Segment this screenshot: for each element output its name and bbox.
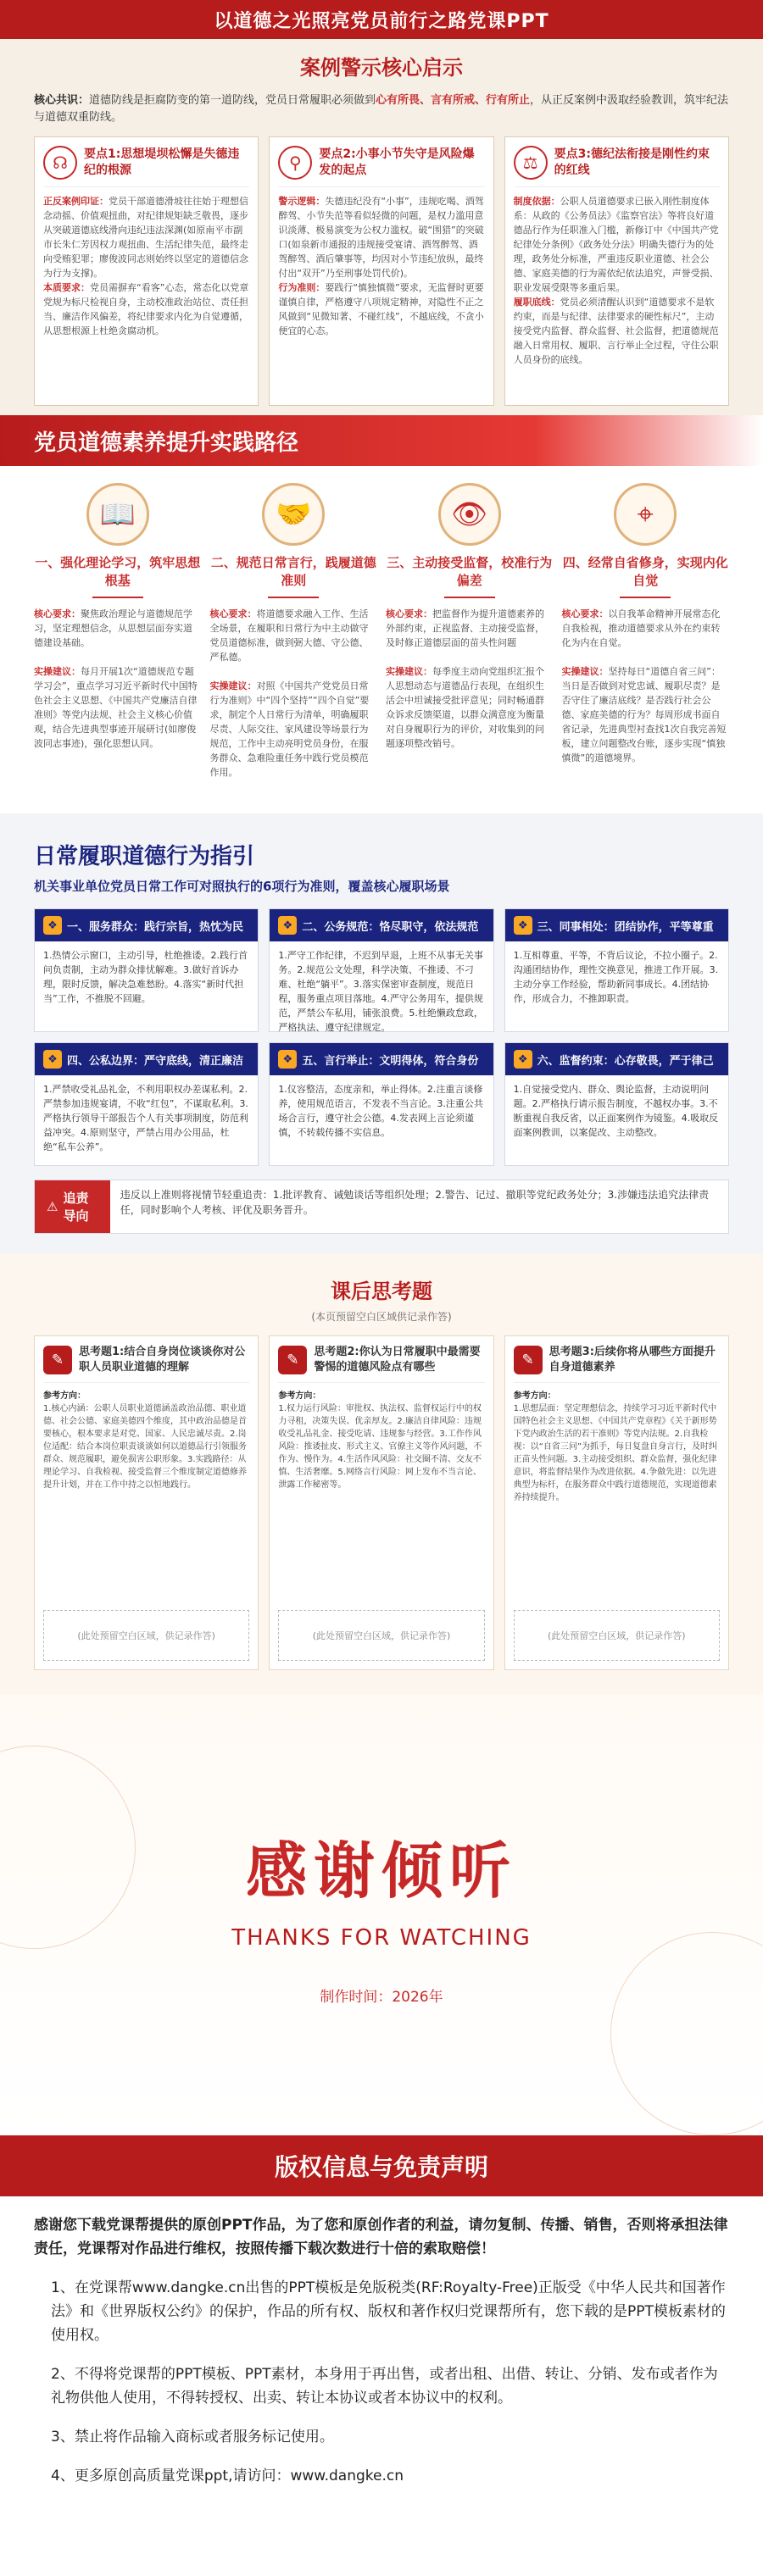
key-point-title: 要点1:思想堤坝松懈是失德违纪的根源: [84, 147, 240, 177]
guide-card-body: 1.自觉接受党内、群众、舆论监督，主动说明问题。2.严格执行请示报告制度，不越权办事。3.不断重视自我反省，以正面案例作为镜鉴。4.吸取反面案例教训，以案促改、主动整改。: [513, 1084, 719, 1138]
question-title: 思考题1:结合自身岗位谈谈你对公职人员职业道德的理解: [79, 1346, 246, 1374]
text: 党员需摒弃“看客”心态，常态化以党章党规为标尺检视自身，主动校准政治站位、责任担当、廉洁作风偏差，将纪律要求内化为自觉遵循，从思想根源上杜绝贪腐动机。: [43, 282, 249, 336]
text: 坚持每日“道德自省三问”：当日是否做到对党忠诚、履职尽责？是否守住了廉洁底线？是否践行社会公德、家庭美德的行为？每周形成书面自省记录，先进典型衬查找1次自我完善短板，建立问题整改台账，逐步实现“慎独慎微”的道德境界。: [561, 666, 727, 763]
reflection-subtitle: (本页预留空白区域供记录作答): [311, 1311, 452, 1323]
document-icon: ❖: [278, 916, 297, 935]
reflection-questions: [34, 1335, 729, 1670]
core-highlight: 心有所畏、言有所戒、行有所止: [376, 94, 531, 107]
guide-card-head: [270, 909, 493, 941]
guide-card: [269, 908, 493, 1032]
key-point-card: [269, 136, 493, 406]
label: 核心要求：: [209, 608, 257, 619]
label: 参考方向：: [513, 1391, 556, 1401]
practice-column-text: [34, 607, 202, 751]
reflection-section: [0, 1254, 763, 1695]
practice-column-text: [210, 607, 378, 780]
guide-intro: 机关事业单位党员日常工作可对照执行的6项行为准则，覆盖核心履职场景: [34, 879, 450, 894]
text: 1.核心内涵：公职人员职业道德涵盖政治品德、职业道德、社会公德、家庭美德四个维度，其中政治品德是首要核心，根本要求是对党、国家、人民忠诚尽责。2.岗位适配：结合本岗位职责谈谈如何以道德品行引领服务群众、规范履职，避免损害公职形象。3.实践路径：从理论学习、自我检视、接受监督三个维度制定道德修养提升计划，并在工作中持之以恒地践行。: [43, 1404, 247, 1490]
thanks-section: [0, 1695, 763, 2135]
key-point-head: [278, 146, 484, 187]
copyright-banner: [0, 2135, 763, 2196]
practice-column-title: 三、主动接受监督，校准行为偏差: [387, 555, 553, 588]
label: 实操建议：: [34, 666, 81, 677]
conduct-guide-section: [0, 813, 763, 1254]
answer-area[interactable]: (此处预留空白区域，供记录作答): [278, 1610, 484, 1661]
guide-card-title: 五、言行举止：文明得体，符合身份: [302, 1054, 479, 1068]
text: 每季度主动向党组织汇报个人思想动态与道德品行表现，在组织生活会中坦诚接受批评意见；同时畅通群众诉求反馈渠道，以群众满意度为衡量对自身履职行为的评价，对收集到的问题逐项整改销号。: [386, 666, 544, 749]
guide-card-title: 四、公私边界：严守底线，清正廉洁: [67, 1054, 244, 1068]
text: 对照《中国共产党党员日常行为准则》中“四个坚持”“四个自觉”要求，制定个人日常行为清单，明确履职尽责、人际交往、家风建设等场景行为规范，工作中主动亮明党员身份，在服务群众、急难险重任务中践行党员模范作用。: [209, 680, 370, 778]
key-point-body: [514, 194, 720, 367]
guide-grid: [34, 908, 729, 1166]
question-body: [514, 1390, 720, 1610]
copyright-link[interactable]: 4、更多原创高质量党课ppt,请访问：www.dangke.cn: [51, 2468, 404, 2484]
book-icon: ❖: [278, 1050, 297, 1069]
core-consensus: [34, 92, 729, 126]
shield-icon: ❖: [514, 1050, 532, 1069]
guide-card-body: 1.互相尊重、平等，不背后议论，不拉小圈子。2.沟通团结协作，理性交换意见，推进工作开展。3.主动分享工作经验，帮助新同事成长。4.团结协作，形成合力，不推卸职责。: [513, 950, 719, 1004]
key-point-body: [43, 194, 249, 338]
section-title: 案例警示核心启示: [300, 56, 463, 80]
thought-icon: ✎: [43, 1346, 72, 1374]
key-point-body: [278, 194, 484, 338]
magnifier-icon: ⚲: [278, 146, 312, 180]
question-body: [278, 1390, 484, 1610]
label: 实操建议：: [209, 680, 257, 691]
copyright-section: [0, 2135, 763, 2576]
guide-card-title: 二、公务规范：恪尽职守，依法规范: [302, 920, 479, 934]
guide-card-head: [270, 1043, 493, 1075]
guide-title: 日常履职道德行为指引: [34, 844, 255, 869]
accountability-text: 违反以上准则将视情节轻重追责：1.批评教育、诫勉谈话等组织处理；2.警告、记过、撤职等党纪政务处分；3.涉嫌违法追究法律责任，同时影响个人考核、评优及职务晋升。: [120, 1189, 710, 1216]
copyright-title: 版权信息与免责声明: [274, 2153, 488, 2181]
label: 履职底线：: [513, 297, 560, 308]
decorative-circle: [610, 1932, 763, 2135]
scales-icon: ⚖: [514, 146, 548, 180]
guide-card: [34, 1042, 259, 1166]
divider: [620, 597, 671, 598]
key-point-card: [34, 136, 259, 406]
key-point-card: [504, 136, 729, 406]
label: 实操建议：: [561, 666, 609, 677]
guide-card-body: 1.热情公示窗口，主动引导，杜绝推诿。2.践行首问负责制，主动为群众排忧解难。3.做好首诉办理，限时反馈，解决急难愁盼。4.落实“新时代担当”工作，不推脱不回避。: [43, 950, 248, 1004]
accountability-bar: [34, 1180, 729, 1234]
guide-card-title: 六、监督约束：心存敬畏，严于律己: [537, 1054, 714, 1068]
text: 1.权力运行风险：审批权、执法权、监督权运行中的权力寻租，决策失误、优亲厚友。2.廉洁自律风险：违规收受礼品礼金、接受吃请、违规参与经营。3.工作作风风险：推诿扯皮、形式主义、官僚主义等作风问题，不作为、慢作为。4.生活作风风险：社交圈不清、交友不慎、生活奢靡。5.网络言行风险：网上发布不当言论、泄露工作秘密等。: [278, 1404, 482, 1490]
guide-card: [269, 1042, 493, 1166]
text: 党员干部道德滑坡往往始于理想信念动摇、价值观扭曲，对纪律规矩缺乏敬畏，逐步从突破道德底线滑向违纪违法深渊(如原南平市副市长朱仁芳因权力观扭曲、生活纪律失范，最终走向受贿犯罪；廖俊波同志则始终以坚定的道德信念为行为支撑)。: [43, 196, 248, 279]
practice-columns: [34, 483, 729, 780]
practice-column-title: 一、强化理论学习，筑牢思想根基: [35, 555, 201, 588]
brain-icon: ☊: [43, 146, 77, 180]
guide-card-head: [35, 909, 258, 941]
practice-column: [386, 483, 554, 780]
question-head: [278, 1345, 484, 1383]
divider: [92, 597, 143, 598]
answer-area[interactable]: (此处预留空白区域，供记录作答): [514, 1610, 720, 1661]
guide-card: [34, 908, 259, 1032]
label: 实操建议：: [386, 666, 432, 677]
label: 核心要求：: [34, 608, 81, 619]
core-text-b: ，从正反案例中汲取经验教训，筑牢纪法与道德双重防线。: [34, 94, 729, 124]
lightbulb-icon: ✎: [278, 1346, 307, 1374]
practice-column: [34, 483, 202, 780]
guide-card-head: [35, 1043, 258, 1075]
key-point-title: 要点3:德纪法衔接是刚性约束的红线: [554, 147, 710, 177]
text: 聚焦政治理论与道德规范学习，坚定理想信念，从思想层面夯实道德建设基础。: [34, 608, 192, 648]
practice-column-title: 二、规范日常言行，践履道德准则: [210, 555, 376, 588]
practice-path-section: [0, 415, 763, 813]
label: 核心要求：: [386, 608, 432, 619]
text: 每月开展1次“道德规范专题学习会”，重点学习习近平新时代中国特色社会主义思想、《中国共产党廉洁自律准则》等党内法规、社会主义核心价值观，结合先进典型事迹开展研讨(如廖俊波同志事迹)，强化思想认同。: [34, 666, 198, 749]
text: 要践行“慎独慎微”要求，无监督时更要谨慎自律，严格遵守八项规定精神，对隐性不正之风做到“见微知著、不碰红线”，不越底线，不贪小便宜的心态。: [278, 282, 484, 336]
text: 公职人员道德要求已嵌入刚性制度体系：从政的《公务员法》《监察官法》等将良好道德品行作为任职准入门槛，新修订中《中国共产党纪律处分条例》《政务处分法》明确失德行为的处理，政务处分标准，严重违反职业道德、社会公德、家庭美德的行为需依纪依法追究，声誉受损、职业发展受限等多重后果。: [513, 196, 719, 293]
text: 1.思想层面：坚定理想信念，持续学习习近平新时代中国特色社会主义思想、《中国共产党章程》《关于新形势下党内政治生活的若干准则》等党内法规。2.自我检视：以“自省三问”为抓手，每日复盘自身言行，及时纠正苗头性问题。3.主动接受组织、群众监督，强化纪律意识，将监督结果作为改进依据。4.争做先进：以先进典型为标杆，在服务群众中践行道德规范，实现道德素养持续提升。: [513, 1404, 718, 1502]
handshake-icon: 🤝: [262, 483, 325, 546]
case-warning-section: [0, 0, 763, 415]
accountability-label: 追责导向: [63, 1191, 89, 1224]
people-icon: ❖: [514, 916, 532, 935]
text: 以自我革命精神开展常态化自我检视，推动道德要求从外在约束转化为内在自觉。: [561, 608, 721, 648]
core-label: 核心共识：: [34, 94, 90, 107]
guide-card-body: 1.严禁收受礼品礼金，不利用职权办差谋私利。2.严禁参加违规宴请，不收“红包”，不谋取私利。3.严格执行领导干部报告个人有关事项制度，防范利益冲突。4.原则坚守，严禁占用办公用品，杜绝“私车公养”。: [43, 1084, 248, 1152]
practice-column-title: 四、经常自省修身，实现内化自觉: [562, 555, 728, 588]
practice-column-text: [562, 607, 730, 765]
production-time: 制作时间：2026年: [320, 1989, 443, 2006]
key-point-head: [514, 146, 720, 187]
label: 警示逻辑：: [278, 196, 326, 207]
guide-card-head: [505, 1043, 728, 1075]
guide-card-body: 1.仪容整洁，态度亲和，举止得体。2.注重言谈修养，使用规范语言，不发表不当言论。3.注重公共场合言行，遵守社会公德。4.发表网上言论须谨慎，不转载传播不实信息。: [278, 1084, 483, 1138]
divider: [268, 597, 319, 598]
question-head: [43, 1345, 249, 1383]
label: 制度依据：: [513, 196, 560, 207]
question-card: [504, 1335, 729, 1670]
label: 本质要求：: [43, 282, 90, 293]
label: 正反案例印证：: [43, 196, 109, 207]
practice-column: [562, 483, 730, 780]
copyright-lead: 感谢您下载党课帮提供的原创PPT作品，为了您和原创作者的利益，请勿复制、传播、销售，否则将承担法律责任，党课帮对作品进行维权，按照传播下载次数进行十倍的索取赔偿！: [34, 2217, 728, 2257]
guide-card-head: [505, 909, 728, 941]
core-text-a: 道德防线是拒腐防变的第一道防线，党员日常履职必须做到: [89, 94, 376, 107]
question-body: [43, 1390, 249, 1610]
guide-card-body: 1.严守工作纪律，不迟到早退，上班不从事无关事务。2.规范公文处理，科学决策、不推诿、不刁难、杜绝“躺平”。3.落实保密审查制度，规范日程，服务重点项目落地。4.严守公务用车，提供规范，严禁公车私用，铺张浪费。5.杜绝懒政怠政，严格执法、遵守纪律规定。: [278, 950, 483, 1033]
eye-icon: 👁: [438, 483, 501, 546]
question-title: 思考题3:后续你将从哪些方面提升自身道德素养: [549, 1346, 716, 1374]
thanks-english: THANKS FOR WATCHING: [231, 1925, 532, 1951]
guide-card-title: 三、同事相处：团结协作，平等尊重: [537, 920, 714, 934]
copyright-item: 2、不得将党课帮的PPT模板、PPT素材，本身用于再出售，或者出租、出借、转让、分销、发布或者作为礼物供他人使用，不得转授权、出卖、转让本协议或者本协议中的权利。: [51, 2366, 718, 2407]
mirror-icon: ⌖: [614, 483, 677, 546]
key-point-title: 要点2:小事小节失守是风险爆发的起点: [319, 147, 475, 177]
text: 把监督作为提升道德素养的外部约束，正视监督、主动接受监督，及时修正道德层面的苗头性问题: [386, 608, 544, 648]
guide-card-title: 一、服务群众：践行宗旨，热忱为民: [67, 920, 244, 934]
question-head: [514, 1345, 720, 1383]
thanks-title: 感谢倾听: [245, 1835, 517, 1907]
warning-icon: ⚠: [47, 1199, 58, 1214]
copyright-item: 1、在党课帮www.dangke.cn出售的PPT模板是免版税类(RF:Royalty-Free)正版受《中华人民共和国著作法》和《世界版权公约》的保护，作品的所有权、版权和著作权归党课帮所有，您下载的是PPT模板素材的使用权。: [51, 2279, 726, 2344]
book-icon: 📖: [86, 483, 149, 546]
reflection-title: 课后思考题: [331, 1280, 432, 1303]
label: 参考方向：: [43, 1391, 86, 1401]
key-point-head: [43, 146, 249, 187]
question-card: [269, 1335, 493, 1670]
text: 失德违纪没有“小事”，违规吃喝、酒驾醉驾、小节失范等看似轻微的问题，是权力滥用意识淡薄、极易演变为公权力滥权。破“围猎”的突破口(如泉新市通报的违规接受宴请、酒驾醉驾、酒驾醉驾、酒后肇事等，均因对小节违纪放纵，最终付出“双开”乃至刑事处罚代价)。: [278, 196, 484, 279]
text: 将道德要求融入工作、生活全场景，在履职和日常行为中主动做守党员道德标准，做到弼大德、守公德、严私德。: [209, 608, 369, 663]
label: 参考方向：: [278, 1391, 321, 1401]
label: 核心要求：: [561, 608, 609, 619]
bag-icon: ❖: [43, 1050, 62, 1069]
text: 党员必须清醒认识到“道德要求不是软约束，而是与纪律、法律要求的硬性标尺”，主动接受党内监督、群众监督、社会监督，把道德规范融入日常用权、履职、言行举止全过程，守住公职人员身份的底线。: [513, 297, 719, 365]
practice-banner: [0, 415, 763, 466]
guide-card: [504, 908, 729, 1032]
divider: [444, 597, 495, 598]
label: 行为准则：: [278, 282, 326, 293]
key-points: [34, 136, 729, 406]
top-title-bar: [0, 0, 763, 39]
answer-area[interactable]: (此处预留空白区域，供记录作答): [43, 1610, 249, 1661]
copyright-item: 3、禁止将作品输入商标或者服务标记使用。: [51, 2429, 334, 2446]
practice-title: 党员道德素养提升实践路径: [34, 430, 299, 456]
practice-column: [210, 483, 378, 780]
question-card: [34, 1335, 259, 1670]
accountability-tag: [35, 1180, 110, 1233]
top-title: 以道德之光照亮党员前行之路党课PPT: [214, 10, 549, 32]
practice-column-text: [386, 607, 554, 751]
guide-card: [504, 1042, 729, 1166]
question-title: 思考题2:你认为日常履职中最需要警惕的道德风险点有哪些: [314, 1346, 481, 1374]
checklist-icon: ✎: [514, 1346, 543, 1374]
handshake-icon: ❖: [43, 916, 62, 935]
